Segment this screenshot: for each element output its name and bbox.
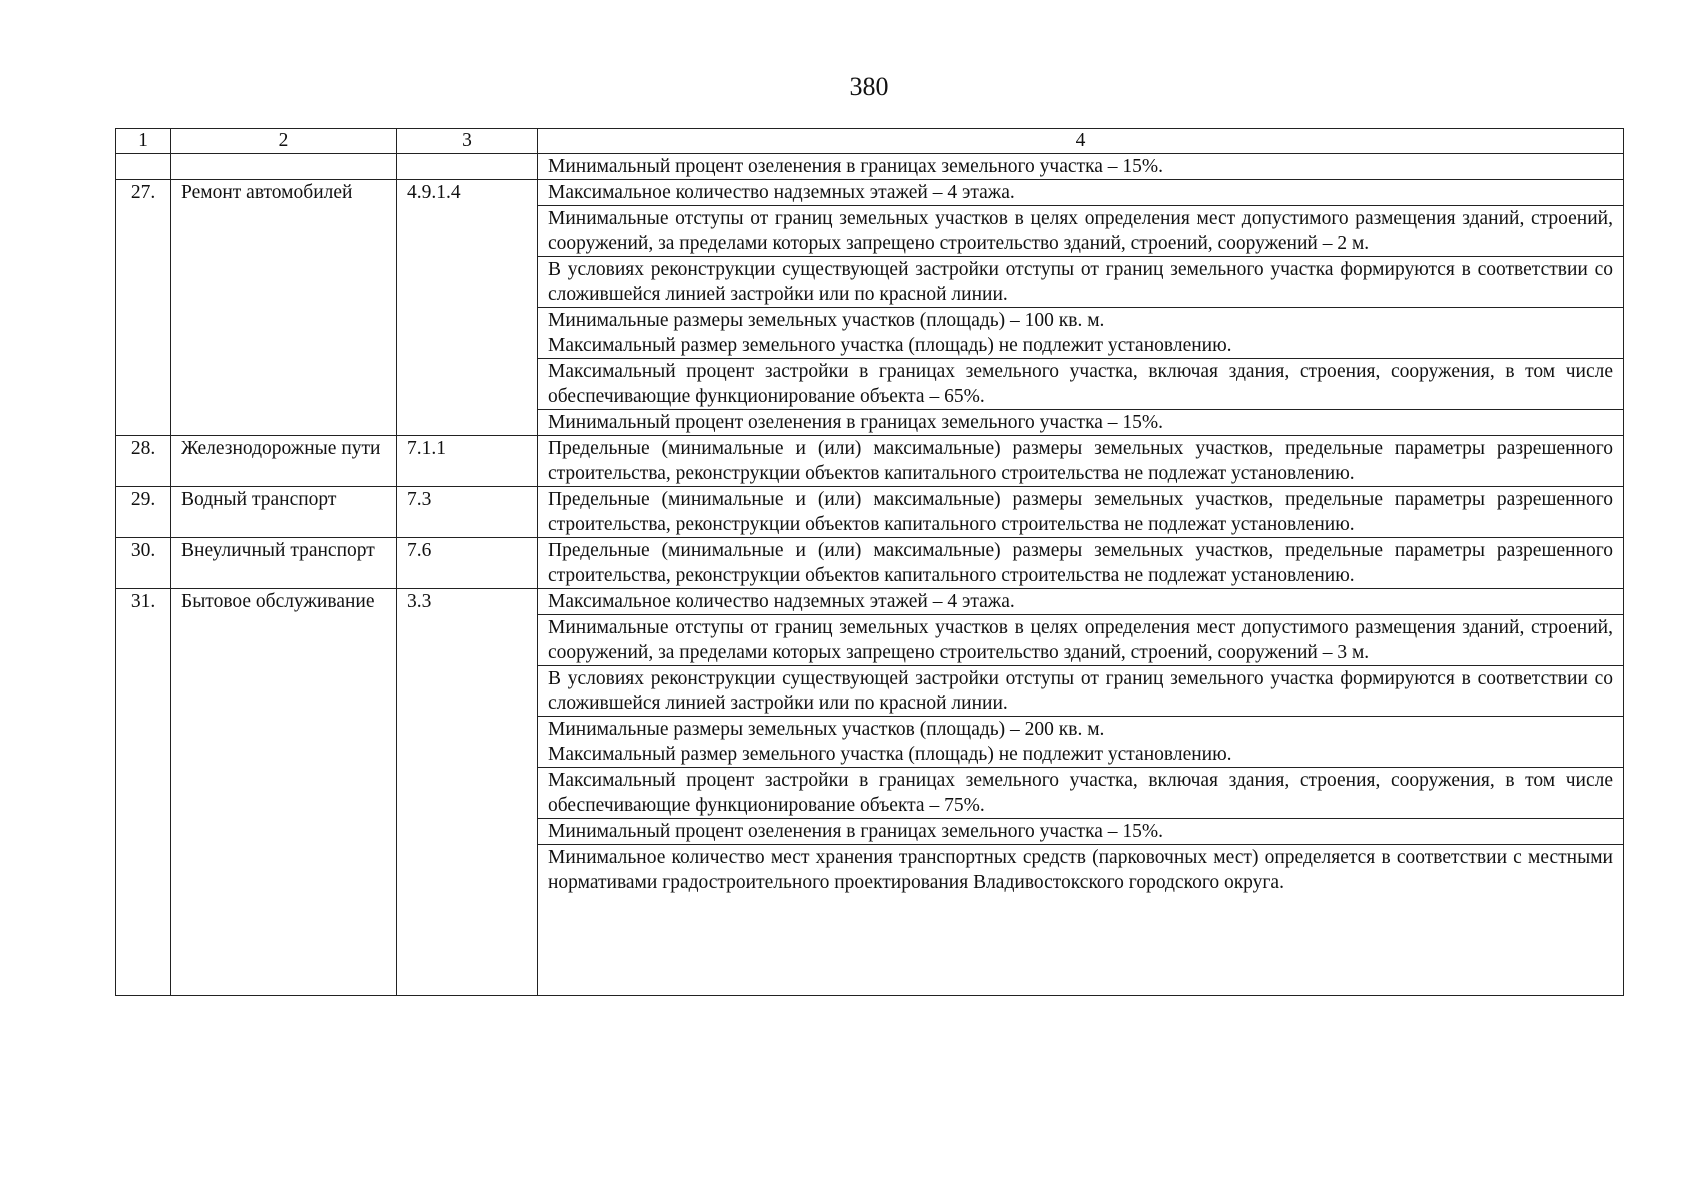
param-cell: Минимальный процент озеленения в границах земельного участка – 15%. xyxy=(538,819,1624,845)
regulations-table xyxy=(115,128,1624,996)
header-row xyxy=(116,129,1624,154)
continuation-code-cell xyxy=(397,154,538,180)
param-cell: Предельные (минимальные и (или) максимальные) размеры земельных участков, предельные параметры разрешенного строительства, реконструкции объектов капитального строительства не подлежат установлению. xyxy=(538,436,1624,487)
header-col-2: 2 xyxy=(171,129,397,154)
param-cell: Максимальный процент застройки в границах земельного участка, включая здания, строения, сооружения, в том числе обеспечивающие функционирование объекта – 65%. xyxy=(538,359,1624,410)
entry-code: 3.3 xyxy=(397,589,538,996)
table-row xyxy=(116,436,1624,487)
entry-code: 7.1.1 xyxy=(397,436,538,487)
param-cell xyxy=(538,717,1624,768)
continuation-num-cell xyxy=(116,154,171,180)
param-cell: Предельные (минимальные и (или) максимальные) размеры земельных участков, предельные параметры разрешенного строительства, реконструкции объектов капитального строительства не подлежат установлению. xyxy=(538,538,1624,589)
header-col-3: 3 xyxy=(397,129,538,154)
param-cell: В условиях реконструкции существующей застройки отступы от границ земельного участка формируются в соответствии со сложившейся линией застройки или по красной линии. xyxy=(538,257,1624,308)
table-row xyxy=(116,589,1624,615)
param-cell: Предельные (минимальные и (или) максимальные) размеры земельных участков, предельные параметры разрешенного строительства, реконструкции объектов капитального строительства не подлежат установлению. xyxy=(538,487,1624,538)
param-cell: Минимальный процент озеленения в границах земельного участка – 15%. xyxy=(538,410,1624,436)
continuation-row xyxy=(116,154,1624,180)
table-row xyxy=(116,180,1624,206)
entry-number: 27. xyxy=(116,180,171,436)
param-cell: В условиях реконструкции существующей застройки отступы от границ земельного участка формируются в соответствии со сложившейся линией застройки или по красной линии. xyxy=(538,666,1624,717)
entry-number: 29. xyxy=(116,487,171,538)
table-row xyxy=(116,487,1624,538)
param-cell: Максимальное количество надземных этажей – 4 этажа. xyxy=(538,180,1624,206)
entry-code: 7.6 xyxy=(397,538,538,589)
entry-number: 30. xyxy=(116,538,171,589)
entry-name: Железнодорожные пути xyxy=(171,436,397,487)
param-cell xyxy=(538,308,1624,359)
param-cell: Максимальный процент застройки в границах земельного участка, включая здания, строения, сооружения, в том числе обеспечивающие функционирование объекта – 75%. xyxy=(538,768,1624,819)
page-number: 380 xyxy=(849,72,889,101)
entry-name: Внеуличный транспорт xyxy=(171,538,397,589)
param-cell: Минимальные отступы от границ земельных участков в целях определения мест допустимого размещения зданий, строений, сооружений, за пределами которых запрещено строительство зданий, строений, сооружений – 2 м. xyxy=(538,206,1624,257)
entry-name: Ремонт автомобилей xyxy=(171,180,397,436)
entry-name: Бытовое обслуживание xyxy=(171,589,397,996)
param-cell: Минимальный процент озеленения в границах земельного участка – 15%. xyxy=(538,154,1624,180)
table-body xyxy=(116,129,1624,996)
continuation-name-cell xyxy=(171,154,397,180)
entry-code: 4.9.1.4 xyxy=(397,180,538,436)
param-line: Максимальный размер земельного участка (площадь) не подлежит установлению. xyxy=(548,744,1232,765)
header-col-1: 1 xyxy=(116,129,171,154)
param-line: Минимальные размеры земельных участков (площадь) – 100 кв. м. xyxy=(548,310,1105,331)
param-cell: Минимальные отступы от границ земельных участков в целях определения мест допустимого размещения зданий, строений, сооружений, за пределами которых запрещено строительство зданий, строений, сооружений – 3 м. xyxy=(538,615,1624,666)
param-cell: Минимальное количество мест хранения транспортных средств (парковочных мест) определяется в соответствии с местными нормативами градостроительного проектирования Владивостокского городского округа. xyxy=(538,845,1624,996)
header-col-4: 4 xyxy=(538,129,1624,154)
entry-name: Водный транспорт xyxy=(171,487,397,538)
entry-code: 7.3 xyxy=(397,487,538,538)
entry-number: 31. xyxy=(116,589,171,996)
entry-number: 28. xyxy=(116,436,171,487)
param-cell: Максимальное количество надземных этажей – 4 этажа. xyxy=(538,589,1624,615)
table-row xyxy=(116,538,1624,589)
param-line: Минимальные размеры земельных участков (площадь) – 200 кв. м. xyxy=(548,719,1105,740)
param-line: Максимальный размер земельного участка (площадь) не подлежит установлению. xyxy=(548,335,1232,356)
